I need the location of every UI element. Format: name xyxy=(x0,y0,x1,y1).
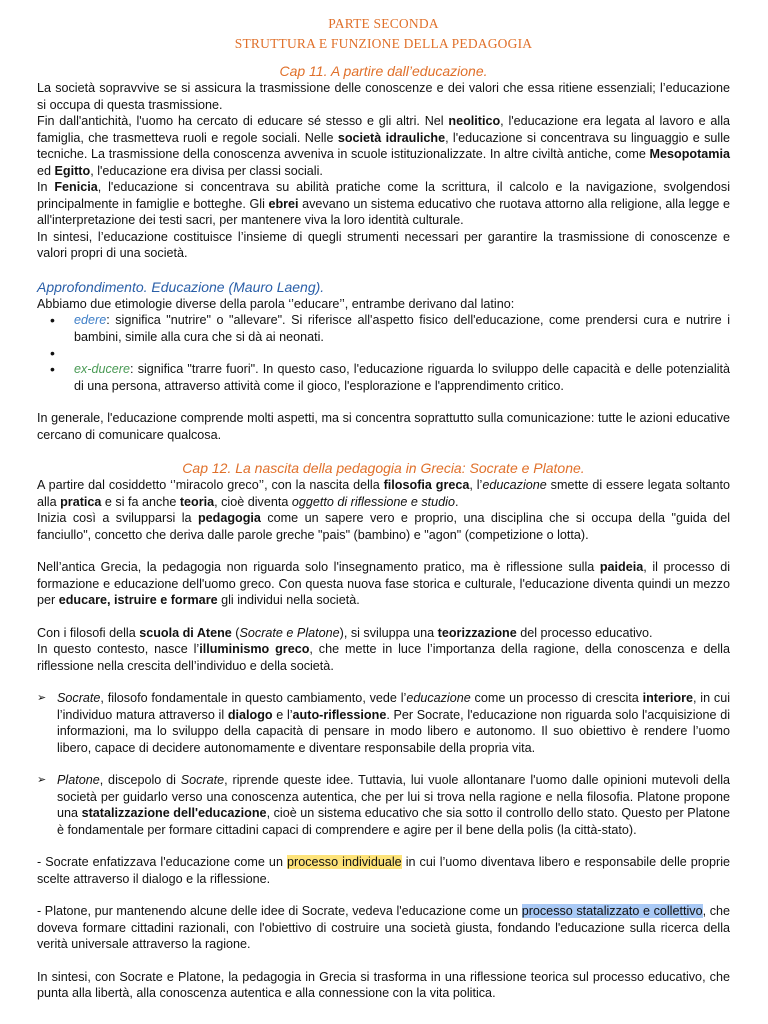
approfondimento-outro: In generale, l'educazione comprende molti aspetti, ma si concentra soprattutto sulla comunicazione: tutte le azioni educative cercano di comunicare qualcosa. xyxy=(37,411,730,442)
highlight-blue: processo statalizzato e collettivo xyxy=(521,904,703,918)
term-ex-ducere: ex-ducere xyxy=(74,362,131,376)
part-heading: PARTE SECONDA xyxy=(328,16,439,31)
socrate-item: ➢ Socrate, filosofo fondamentale in questo cambiamento, vede l’educazione come un processo di crescita interiore, in cui l’individuo matura attraverso il dialogo e l’auto-riflessione. Per Socrate, l'educazione non riguarda solo l'acquisizione di informazioni, ma lo sviluppo della capacità di pensare in modo libero e autonomo. Il suo obiettivo è rendere l’uomo libero, capace di decidere autonomamente e diventare responsabile della propria vita. xyxy=(37,691,730,755)
cap12-paragraph-2: Inizia così a svilupparsi la pedagogia come un sapere vero e proprio, una disciplina che si occupa della "guida del fanciullo", concetto che deriva dalle parole greche "pais" (bambino) e "agon" (competizione o lotta). xyxy=(37,511,730,542)
cap12-paragraph-3: Nell’antica Grecia, la pedagogia non riguarda solo l'insegnamento pratico, ma è riflessione sulla paideia, il processo di formazione e educazione dell'uomo greco. Con questa nuova fase storica e culturale, l'educazione diventa quindi un mezzo per educare, istruire e formare gli individui nella società. xyxy=(37,560,730,607)
comparison-platone: - Platone, pur mantenendo alcune delle idee di Socrate, vedeva l'educazione come un processo statalizzato e collettivo, che doveva formare cittadini razionali, con l'obiettivo di costruire una società giusta, fondando l'educazione sulla ricerca della verità universale attraverso la ragione. xyxy=(37,904,730,951)
arrow-bullet-icon: ➢ xyxy=(37,692,47,704)
cap12-title: Cap 12. La nascita della pedagogia in Grecia: Socrate e Platone. xyxy=(182,460,585,476)
cap11-paragraph-3: In Fenicia, l'educazione si concentrava su abilità pratiche come la scrittura, il calcolo e la navigazione, svolgendosi principalmente in famiglie e botteghe. Gli ebrei avevano un sistema educativo che ruotava attorno alla religione, alla legge e all'interpretazione dei testi sacri, per mantenere viva la loro identità culturale. xyxy=(37,180,730,227)
cap11-paragraph-1: La società sopravvive se si assicura la trasmissione delle conoscenze e dei valori che essa ritiene essenziali; l’educazione si occupa di questa trasmissione. xyxy=(37,81,730,112)
cap12-paragraph-5: In questo contesto, nasce l’illuminismo greco, che mette in luce l’importanza della ragione, della conoscenza e della riflessione nella crescita dell’individuo e della società. xyxy=(37,642,730,673)
list-item: • edere: significa "nutrire" o "allevare". Si riferisce all'aspetto fisico dell'educazione, come prendersi cura e nutrire i bambini, simile alla cura che si dà ai neonati. xyxy=(37,312,730,345)
cap11-paragraph-4: In sintesi, l’educazione costituisce l’insieme di quegli strumenti necessari per garantire la trasmissione di conoscenze e valori propri di una società. xyxy=(37,229,730,260)
comparison-socrate: - Socrate enfatizzava l'educazione come un processo individuale in cui l’uomo diventava libero e responsabile delle proprie scelte attraverso il dialogo e la riflessione. xyxy=(37,855,730,886)
platone-item: ➢ Platone, discepolo di Socrate, riprende queste idee. Tuttavia, lui vuole allontanare l'uomo dalle opinioni mutevoli della società per guidarlo verso una conoscenza autentica, che per lui si trova nella ragione e nella filosofia. Platone propone una statalizzazione dell'educazione, cioè un sistema educativo che sia sotto il controllo dello stato. Questo per Platone è fondamentale per formare cittadini capaci di comprendere e agire per il bene della polis (la città-stato). xyxy=(37,773,731,837)
cap12-paragraph-1: A partire dal cosiddetto ‘’miracolo greco’’, con la nascita della filosofia greca, l’educazione smette di essere legata soltanto alla pratica e si fa anche teoria, cioè diventa oggetto di riflessione e studio. xyxy=(37,478,731,509)
chapter-group-title: STRUTTURA E FUNZIONE DELLA PEDAGOGIA xyxy=(234,36,533,51)
approfondimento-title: Approfondimento. Educazione (Mauro Laeng). xyxy=(37,278,325,295)
highlight-yellow: processo individuale xyxy=(287,855,402,869)
list-item: • ex-ducere: significa "trarre fuori". In questo caso, l'educazione riguarda lo sviluppo delle capacità e delle potenzialità di una persona, attraverso attività come il gioco, l'esplorazione e l'apprendimento critico. xyxy=(37,361,730,394)
etymology-list xyxy=(37,312,730,394)
arrow-bullet-icon: ➢ xyxy=(37,774,47,786)
cap11-paragraph-2: Fin dall'antichità, l'uomo ha cercato di educare sé stesso e gli altri. Nel neolitico, l'educazione era legata al lavoro e alla famiglia, che trasmetteva ruoli e regole sociali. Nelle società idrauliche, l'educazione si concentrava su linguaggio e sulle tecniche. La trasmissione della conoscenza avveniva in scuole istituzionalizzate. In altre civiltà antiche, come Mesopotamia ed Egitto, l'educazione era divisa per classi sociali. xyxy=(37,114,730,178)
term-edere: edere xyxy=(74,313,107,327)
approfondimento-intro: Abbiamo due etimologie diverse della parola ‘’educare’’, entrambe derivano dal latino: xyxy=(37,296,515,311)
conclusion-paragraph: In sintesi, con Socrate e Platone, la pedagogia in Grecia si trasforma in una riflessione teorica sul processo educativo, che punta alla libertà, alla conoscenza autentica e alla connessione con la vita politica. xyxy=(37,969,730,1000)
cap11-title: Cap 11. A partire dall’educazione. xyxy=(279,63,488,79)
cap12-paragraph-4: Con i filosofi della scuola di Atene (Socrate e Platone), si sviluppa una teorizzazione del processo educativo. xyxy=(37,625,653,640)
